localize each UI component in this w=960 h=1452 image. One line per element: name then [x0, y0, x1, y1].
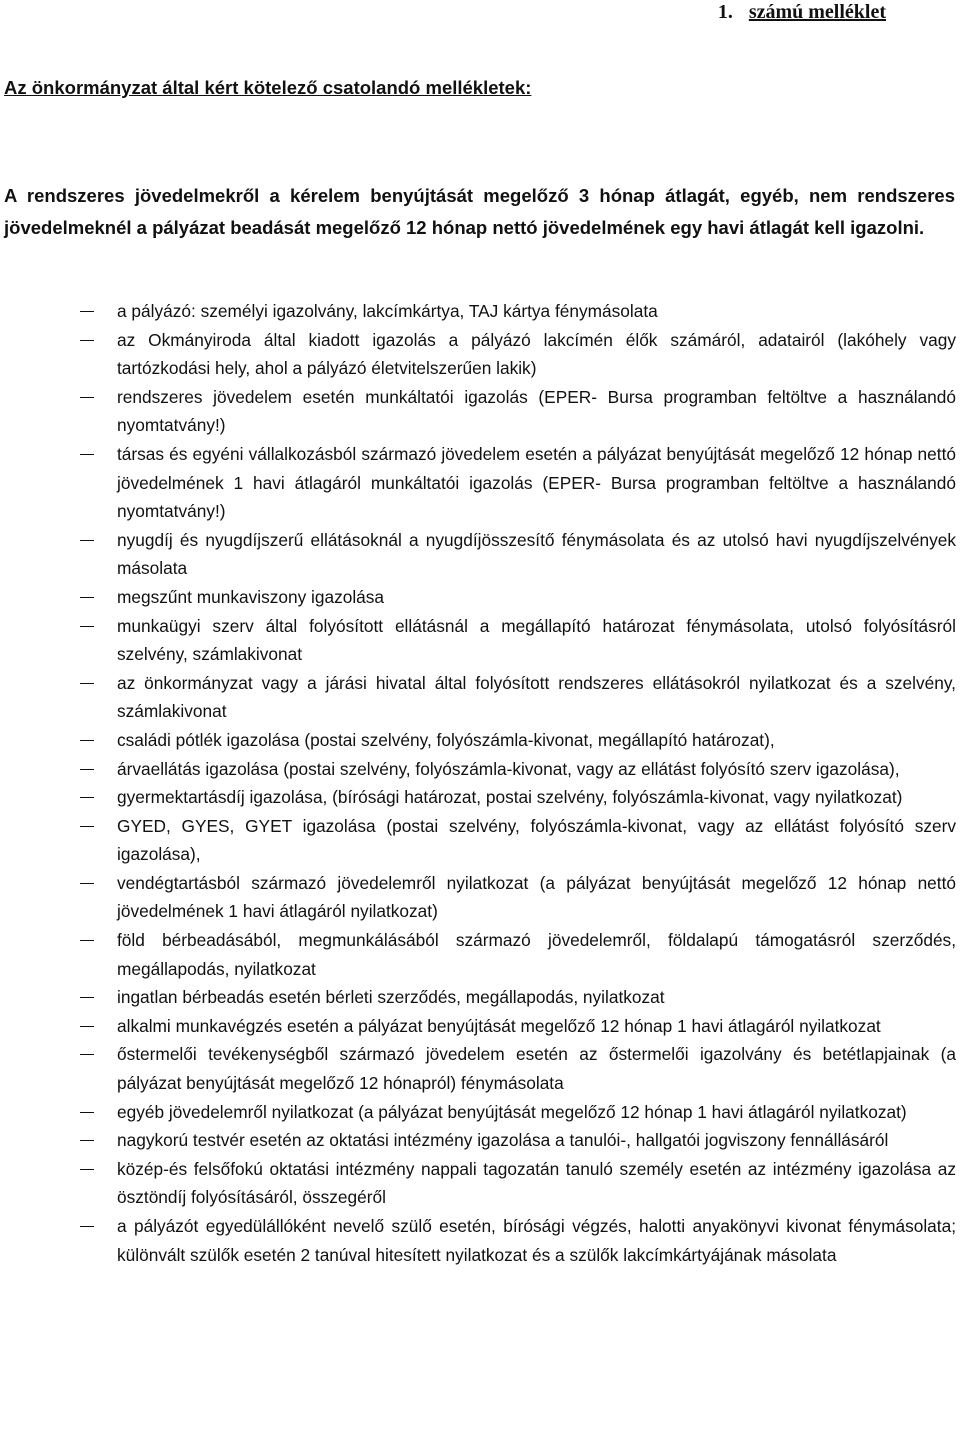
list-item [0, 297, 956, 326]
dash-bullet-icon [80, 740, 94, 741]
list-item-text: az Okmányiroda által kiadott igazolás a pályázó lakcímén élők számáról, adatairól (lakóhely vagy tartózkodási hely, ahol a pályázó életvitelszerűen lakik) [117, 329, 956, 379]
dash-bullet-icon [80, 311, 94, 312]
dash-bullet-icon [80, 454, 94, 455]
list-item-text: őstermelői tevékenységből származó jövedelem esetén az őstermelői igazolvány és betétlapjainak (a pályázat benyújtását megelőző 12 hónapról) fénymásolata [117, 1044, 956, 1094]
list-item-text: társas és egyéni vállalkozásból származó jövedelem esetén a pályázat benyújtását megelőző 12 hónap nettó jövedelmének 1 havi átlagáról munkáltatói igazolás (EPER- Bursa programban feltöltve a használandó nyomtatvány!) [117, 443, 956, 522]
list-item [0, 869, 956, 926]
list-item [0, 1155, 956, 1212]
annex-number: 1. [717, 1, 733, 23]
dash-bullet-icon [80, 1026, 94, 1027]
list-item-text: az önkormányzat vagy a járási hivatal által folyósított rendszeres ellátásokról nyilatkozat és a szelvény, számlakivonat [117, 672, 956, 722]
dash-bullet-icon [80, 540, 94, 541]
list-item [0, 755, 956, 784]
list-item-text: rendszeres jövedelem esetén munkáltatói igazolás (EPER- Bursa programban feltöltve a használandó nyomtatvány!) [117, 386, 956, 436]
list-item [0, 1098, 956, 1127]
list-item [0, 1126, 956, 1155]
list-item-text: a pályázót egyedülállóként nevelő szülő esetén, bírósági végzés, halotti anyakönyvi kivonat fénymásolata; különvált szülők esetén 2 tanúval hitesített nyilatkozat és a szülők lakcímkártyájának másolata [117, 1216, 956, 1265]
dash-bullet-icon [80, 683, 94, 684]
list-item-text: családi pótlék igazolása (postai szelvény, folyószámla-kivonat, megállapító határozat), [117, 729, 775, 750]
list-item [0, 383, 956, 440]
list-item [0, 326, 956, 383]
list-item [0, 812, 956, 869]
dash-bullet-icon [80, 597, 94, 598]
dash-bullet-icon [80, 1226, 94, 1227]
attachment-list [0, 297, 956, 1269]
dash-bullet-icon [80, 1169, 94, 1170]
list-item-text: egyéb jövedelemről nyilatkozat (a pályázat benyújtását megelőző 12 hónap 1 havi átlagáról nyilatkozat) [117, 1101, 907, 1122]
list-item [0, 583, 956, 612]
list-item-text: föld bérbeadásából, megmunkálásából származó jövedelemről, földalapú támogatásról szerződés, megállapodás, nyilatkozat [117, 930, 956, 979]
list-item-text: gyermektartásdíj igazolása, (bírósági határozat, postai szelvény, folyószámla-kivonat, vagy nyilatkozat) [117, 787, 903, 808]
annex-header [718, 0, 886, 24]
annex-title: számú melléklet [748, 1, 886, 23]
list-item [0, 783, 956, 812]
section-heading: Az önkormányzat által kért kötelező csatolandó mellékletek: [4, 77, 532, 98]
dash-bullet-icon [80, 797, 94, 798]
list-item-text: ingatlan bérbeadás esetén bérleti szerződés, megállapodás, nyilatkozat [117, 987, 665, 1008]
dash-bullet-icon [80, 626, 94, 627]
list-item-text: árvaellátás igazolása (postai szelvény, folyószámla-kivonat, vagy az ellátást folyósító szerv igazolása), [117, 758, 900, 779]
intro-paragraph: A rendszeres jövedelmekről a kérelem benyújtását megelőző 3 hónap átlagát, egyéb, nem rendszeres jövedelmeknél a pályázat beadását megelőző 12 hónap nettó jövedelmének egy havi átlagát kell igazolni. [4, 185, 955, 238]
dash-bullet-icon [80, 940, 94, 941]
list-item [0, 1212, 956, 1269]
dash-bullet-icon [80, 769, 94, 770]
list-item-text: vendégtartásból származó jövedelemről nyilatkozat (a pályázat benyújtását megelőző 12 hónap nettó jövedelmének 1 havi átlagáról nyilatkozat) [117, 872, 956, 922]
list-item [0, 526, 956, 583]
list-item-text: nyugdíj és nyugdíjszerű ellátásoknál a nyugdíjösszesítő fénymásolata és az utolsó havi nyugdíjszelvények másolata [117, 529, 956, 579]
list-item-text: munkaügyi szerv által folyósított ellátásnál a megállapító határozat fénymásolata, utolsó folyósításról szelvény, számlakivonat [117, 615, 956, 665]
dash-bullet-icon [80, 826, 94, 827]
dash-bullet-icon [80, 1054, 94, 1055]
dash-bullet-icon [80, 997, 94, 998]
dash-bullet-icon [80, 883, 94, 884]
list-item [0, 1040, 956, 1097]
list-item [0, 726, 956, 755]
dash-bullet-icon [80, 340, 94, 341]
list-item [0, 983, 956, 1012]
list-item-text: nagykorú testvér esetén az oktatási intézmény igazolása a tanulói-, hallgatói jogviszony fennállásáról [117, 1130, 889, 1151]
list-item [0, 1012, 956, 1041]
list-item [0, 440, 956, 526]
list-item [0, 926, 956, 983]
dash-bullet-icon [80, 1112, 94, 1113]
list-item-text: megszűnt munkaviszony igazolása [117, 586, 385, 607]
list-item-text: a pályázó: személyi igazolvány, lakcímkártya, TAJ kártya fénymásolata [117, 301, 658, 321]
dash-bullet-icon [80, 397, 94, 398]
list-item [0, 612, 956, 669]
list-item-text: alkalmi munkavégzés esetén a pályázat benyújtását megelőző 12 hónap 1 havi átlagáról nyilatkozat [117, 1015, 881, 1036]
dash-bullet-icon [80, 1140, 94, 1141]
list-item [0, 669, 956, 726]
list-item-text: GYED, GYES, GYET igazolása (postai szelvény, folyószámla-kivonat, vagy az ellátást folyósító szerv igazolása), [117, 815, 956, 865]
list-item-text: közép-és felsőfokú oktatási intézmény nappali tagozatán tanuló személy esetén az intézmény igazolása az ösztöndíj folyósításáról, összegéről [117, 1158, 956, 1208]
